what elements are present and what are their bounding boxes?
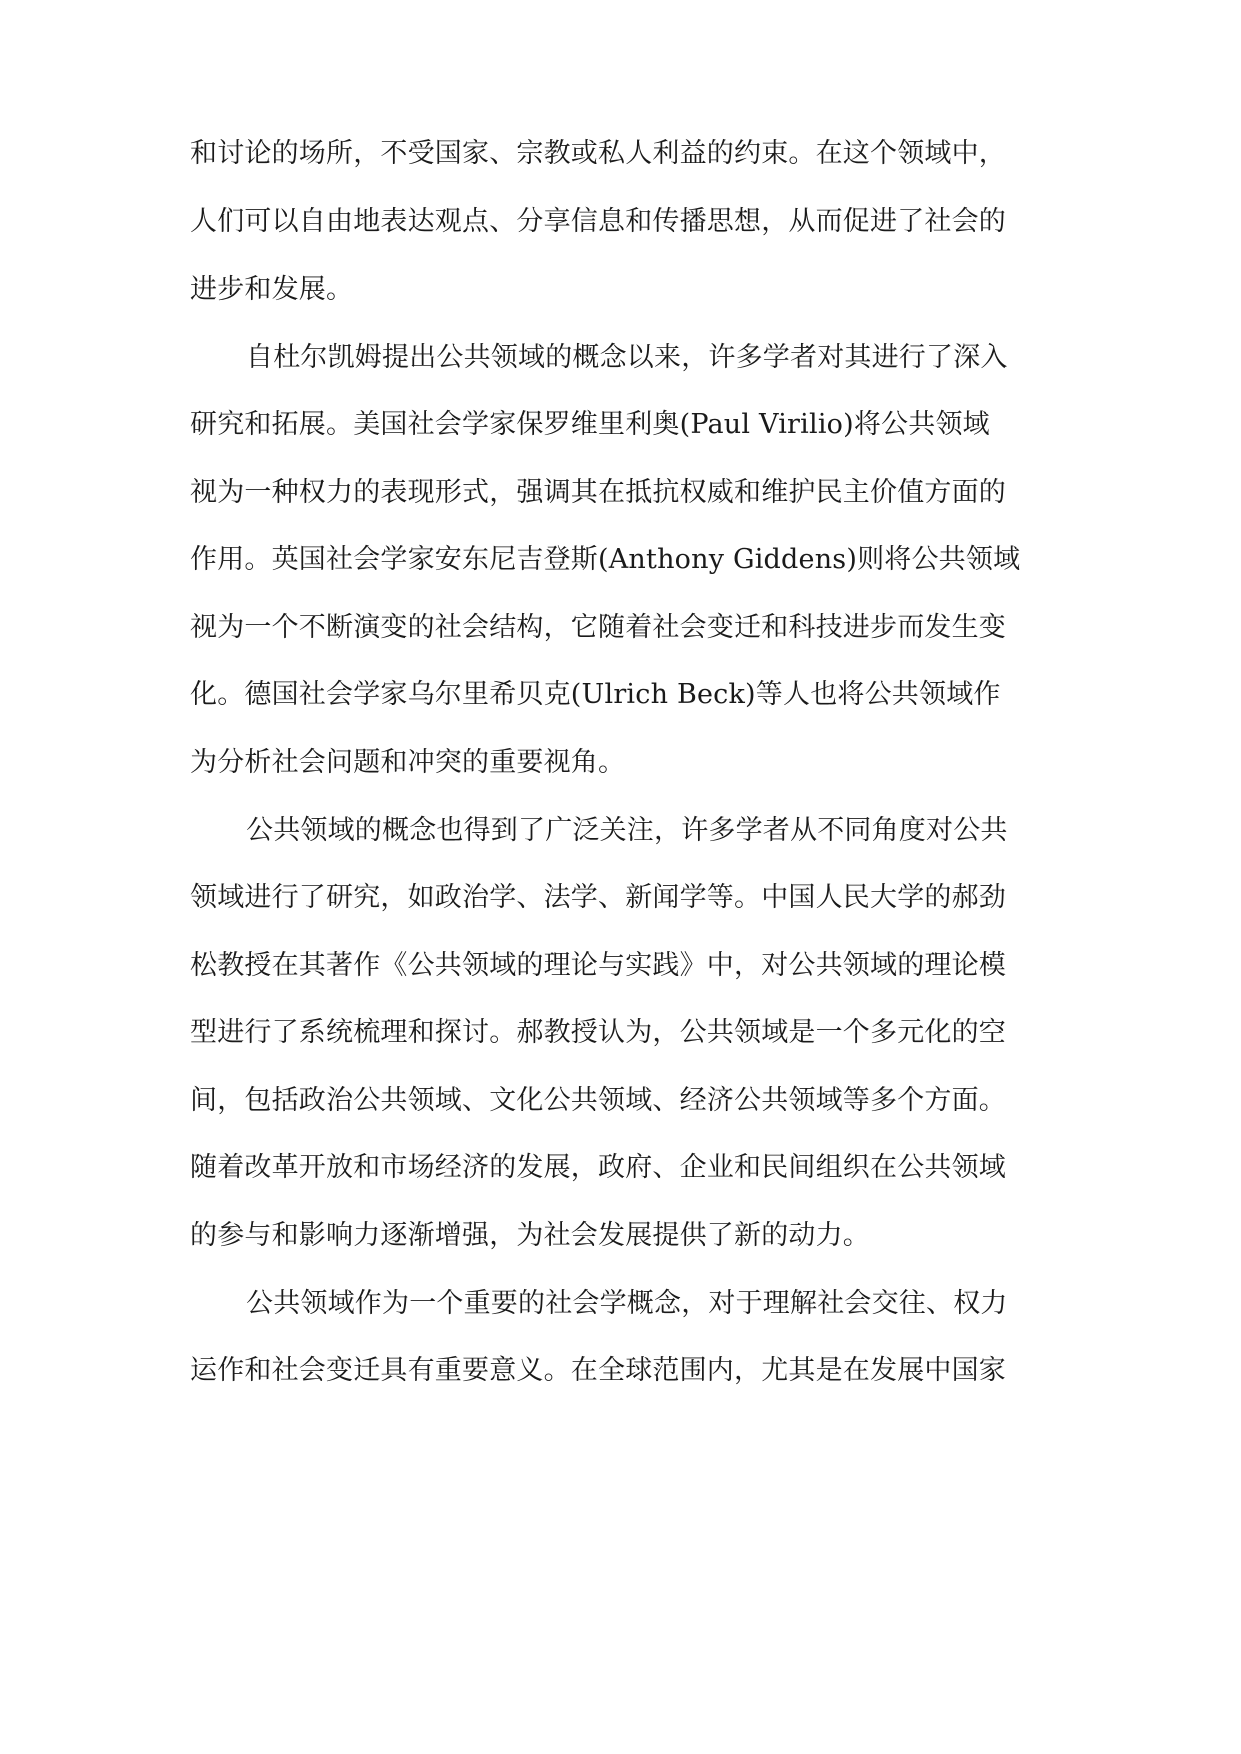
paragraph-2-line-1: 自杜尔凯姆提出公共领域的概念以来，许多学者对其进行了深入 <box>246 342 1008 373</box>
paragraph-3-line-6: 随着改革开放和市场经济的发展，政府、企业和民间组织在公共领域 <box>190 1152 1006 1183</box>
paragraph-2-line-5: 视为一个不断演变的社会结构，它随着社会变迁和科技进步而发生变 <box>190 612 1006 643</box>
paragraph-3-line-4: 型进行了系统梳理和探讨。郝教授认为，公共领域是一个多元化的空 <box>190 1017 1006 1048</box>
paragraph-4-line-1: 公共领域作为一个重要的社会学概念，对于理解社会交往、权力 <box>246 1288 1008 1319</box>
paragraph-1-line-3: 进步和发展。 <box>190 274 354 305</box>
paragraph-1-line-1: 和讨论的场所，不受国家、宗教或私人利益的约束。在这个领域中， <box>190 138 1006 169</box>
paragraph-2-line-2: 研究和拓展。美国社会学家保罗维里利奥(Paul Virilio)将公共领域 <box>190 409 990 440</box>
paragraph-2-line-6: 化。德国社会学家乌尔里希贝克(Ulrich Beck)等人也将公共领域作 <box>190 679 1001 710</box>
paragraph-3-line-3: 松教授在其著作《公共领域的理论与实践》中，对公共领域的理论模 <box>190 950 1006 981</box>
paragraph-3-line-2: 领域进行了研究，如政治学、法学、新闻学等。中国人民大学的郝劲 <box>190 882 1006 913</box>
paragraph-3-line-7: 的参与和影响力逐渐增强，为社会发展提供了新的动力。 <box>190 1220 870 1251</box>
paragraph-2-line-7: 为分析社会问题和冲突的重要视角。 <box>190 747 626 778</box>
paragraph-4-line-2: 运作和社会变迁具有重要意义。在全球范围内，尤其是在发展中国家 <box>190 1355 1006 1386</box>
paragraph-1-line-2: 人们可以自由地表达观点、分享信息和传播思想，从而促进了社会的 <box>190 206 1006 237</box>
paragraph-2-line-3: 视为一种权力的表现形式，强调其在抵抗权威和维护民主价值方面的 <box>190 477 1006 508</box>
paragraph-3-line-1: 公共领域的概念也得到了广泛关注，许多学者从不同角度对公共 <box>246 815 1008 846</box>
paragraph-2-line-4: 作用。英国社会学家安东尼吉登斯(Anthony Giddens)则将公共领域 <box>190 544 1021 575</box>
paragraph-3-line-5: 间，包括政治公共领域、文化公共领域、经济公共领域等多个方面。 <box>190 1085 1006 1116</box>
